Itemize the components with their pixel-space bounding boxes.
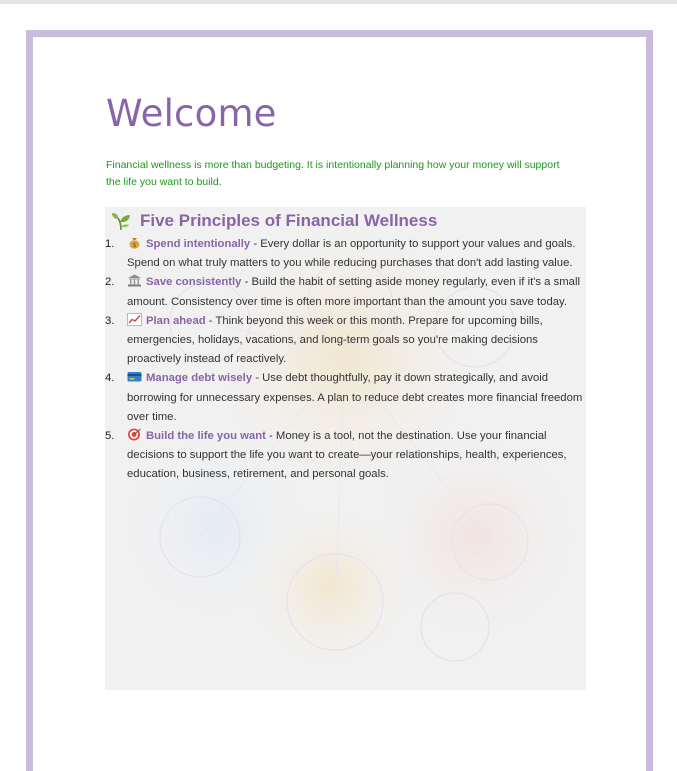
bank-icon: [127, 274, 142, 287]
principle-text: - Use debt thoughtfully, pay it down strategically, and avoid borrowing for unnecessary expenses. A plan to reduce debt creates more financial freedom over time.: [127, 372, 583, 423]
principle-title: Manage debt wisely: [146, 372, 253, 385]
page: [26, 30, 653, 771]
list-item: [105, 312, 586, 370]
credit-card-icon: [127, 370, 142, 383]
intro-paragraph: Financial wellness is more than budgeting. It is intentionally planning how your money will support the life you want to build.: [106, 159, 560, 188]
principles-heading-text: Five Principles of Financial Wellness: [140, 211, 438, 230]
list-item: [105, 273, 586, 311]
principle-title: Spend intentionally: [146, 238, 251, 250]
principles-heading: [110, 210, 437, 232]
sprout-icon: [110, 210, 132, 232]
money-bag-icon: [127, 236, 142, 249]
principle-title: Save consistently: [146, 276, 242, 289]
list-item: [105, 427, 586, 485]
list-item: [105, 235, 586, 273]
principle-text: - Think beyond this week or this month. Prepare for upcoming bills, emergencies, holidays, vacations, and long-term goals so you're making decisions proactively instead of reactively.: [127, 314, 543, 366]
principles-panel: [105, 207, 586, 690]
list-number: 4.: [105, 372, 115, 385]
list-number: 2.: [105, 276, 115, 289]
list-number: 5.: [105, 430, 115, 443]
page-title: Welcome: [106, 92, 277, 135]
principle-text: - Money is a tool, not the destination. Use your financial decisions to support the life you want to create—your relationships, health, experiences, education, business, retirement, and personal goals.: [127, 430, 567, 481]
top-rule: [0, 0, 677, 4]
principles-list: [105, 235, 586, 485]
principle-title: Build the life you want: [146, 430, 266, 443]
svg-text:$: $: [132, 242, 137, 249]
principle-text: - Every dollar is an opportunity to support your values and goals. Spend on what truly matters to you while reducing purchases that don't add lasting value.: [127, 238, 576, 270]
target-icon: [127, 428, 142, 441]
principle-title: Plan ahead: [146, 314, 206, 327]
principle-text: - Build the habit of setting aside money regularly, even if it's a small amount. Consistency over time is often more important than the amount you save today.: [127, 276, 580, 308]
list-number: 3.: [105, 314, 115, 327]
list-item: [105, 369, 586, 427]
list-number: 1.: [105, 238, 115, 250]
chart-increasing-icon: [127, 313, 142, 326]
